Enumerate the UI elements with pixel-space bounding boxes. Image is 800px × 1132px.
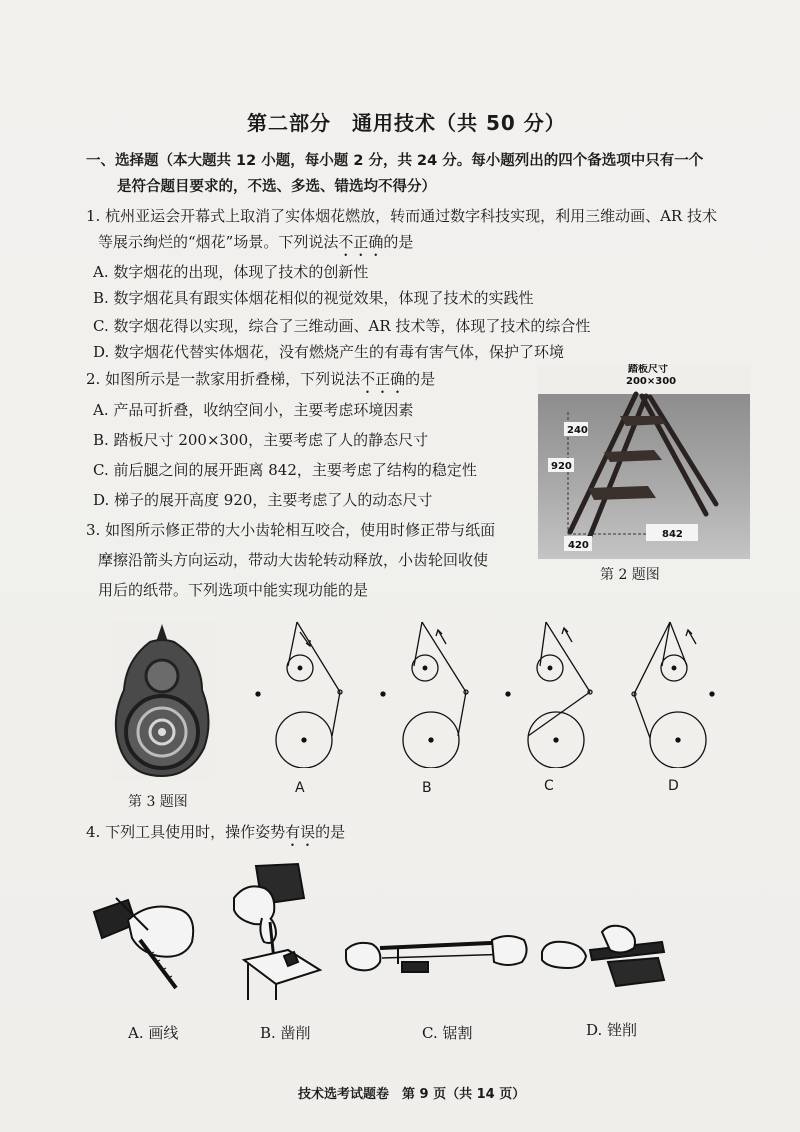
q2-emphasis: 不正确 [360, 370, 406, 388]
q4-label-d: D. 锉削 [586, 1021, 638, 1039]
q3-label-d: D [668, 778, 679, 794]
q2-figure-caption: 第 2 题图 [600, 567, 660, 583]
workpiece [608, 958, 664, 986]
q1-option-a: A. 数字烟花的出现，体现了技术的创新性 [93, 263, 369, 281]
hand [128, 907, 193, 957]
page-footer: 技术选考试题卷 第 9 页（共 14 页） [298, 1087, 526, 1102]
pedal-size-label: 踏板尺寸 [628, 364, 668, 375]
q4-sawing-illustration [342, 928, 532, 988]
q1-stem-line1: 1. 杭州亚运会开幕式上取消了实体烟花燃放，转而通过数字科技实现，利用三维动画、AR 技术 [86, 207, 717, 225]
left-hand [542, 942, 586, 968]
dim-240: 240 [567, 425, 588, 436]
q2-option-d: D. 梯子的展开高度 920，主要考虑了人的动态尺寸 [93, 491, 433, 509]
chisel-hand [260, 918, 276, 943]
q3-figure-caption: 第 3 题图 [128, 794, 188, 810]
q3-label-a: A [295, 780, 305, 796]
page-title: 第二部分 通用技术（共 50 分） [247, 111, 566, 135]
q1-option-c: C. 数字烟花得以实现，综合了三维动画、AR 技术等，体现了技术的综合性 [93, 317, 591, 335]
q4-chiseling-illustration [228, 860, 328, 1005]
dim-842: 842 [662, 529, 683, 540]
option-b-diagram [381, 622, 468, 768]
left-hand [346, 943, 380, 970]
q1-option-b: B. 数字烟花具有跟实体烟花相似的视觉效果，体现了技术的实践性 [93, 289, 534, 307]
q4-stem: 4. 下列工具使用时，操作姿势有误的是 [86, 823, 346, 841]
q3-label-b: B [422, 780, 432, 796]
q2-option-c: C. 前后腿之间的展开距离 842，主要考虑了结构的稳定性 [93, 461, 477, 479]
option-a-diagram [256, 622, 342, 768]
dim-920: 920 [551, 461, 572, 472]
q3-stem-line2: 摩擦沿箭头方向运动，带动大齿轮转动释放，小齿轮回收使 [98, 551, 489, 569]
q4-emphasis: 有误 [285, 823, 316, 841]
q4-label-a: A. 画线 [128, 1024, 179, 1042]
option-d-diagram [632, 622, 714, 768]
pedal-size-value: 200×300 [626, 376, 677, 387]
q3-correction-tape-photo [110, 620, 215, 780]
q3-option-diagrams [250, 618, 730, 768]
q2-ladder-figure [538, 364, 750, 559]
q2-stem: 2. 如图所示是一款家用折叠梯，下列说法不正确的是 [86, 370, 436, 388]
q1-option-d: D. 数字烟花代替实体烟花，没有燃烧产生的有毒有害气体，保护了环境 [93, 343, 565, 361]
q1-emphasis: 不正确 [338, 233, 384, 251]
option-c-diagram [506, 622, 592, 768]
q3-label-c: C [544, 778, 554, 794]
section-heading-line1: 一、选择题（本大题共 12 小题，每小题 2 分，共 24 分。每小题列出的四个备选项中只有一个 [86, 153, 704, 169]
q2-option-b: B. 踏板尺寸 200×300，主要考虑了人的静态尺寸 [93, 431, 429, 449]
workpiece-block [244, 950, 320, 984]
q3-stem-line3: 用后的纸带。下列选项中能实现功能的是 [98, 581, 369, 599]
dim-420: 420 [568, 540, 589, 551]
small-gear [146, 660, 178, 692]
section-heading-line2: 是符合题目要求的，不选、多选、错选均不得分） [117, 179, 436, 195]
q4-label-b: B. 凿削 [260, 1024, 311, 1042]
q4-filing-illustration [538, 922, 668, 992]
right-hand [492, 936, 527, 965]
q4-label-c: C. 锯割 [422, 1024, 473, 1042]
q3-stem-line1: 3. 如图所示修正带的大小齿轮相互咬合，使用时修正带与纸面 [86, 521, 496, 539]
q1-stem-line2: 等展示绚烂的“烟花”场景。下列说法不正确的是 [98, 233, 414, 251]
workpiece-clamp [402, 962, 428, 972]
q2-option-a: A. 产品可折叠，收纳空间小，主要考虑环境因素 [93, 401, 414, 419]
q4-marking-illustration [88, 860, 208, 1000]
